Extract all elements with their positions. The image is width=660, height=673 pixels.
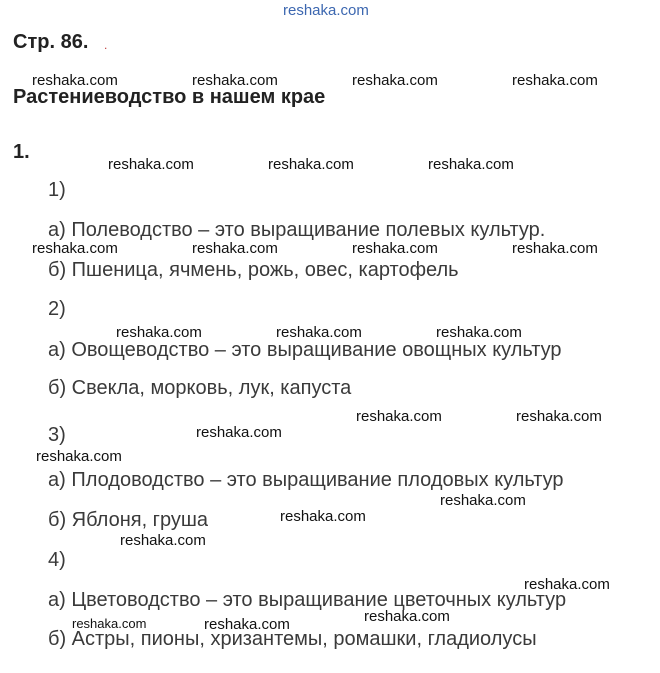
watermark: reshaka.com bbox=[516, 408, 602, 425]
answer-1b: б) Пшеница, ячмень, рожь, овес, картофель bbox=[48, 259, 459, 281]
item-number-4: 4) bbox=[48, 549, 66, 571]
watermark: reshaka.com bbox=[436, 324, 522, 341]
page-number: Стр. 86. bbox=[13, 31, 89, 53]
site-header-watermark: reshaka.com bbox=[283, 2, 369, 19]
answer-3b: б) Яблоня, груша bbox=[48, 509, 209, 531]
watermark: reshaka.com bbox=[428, 156, 514, 173]
answer-4a: а) Цветоводство – это выращивание цветочных культур bbox=[48, 589, 567, 611]
watermark: reshaka.com bbox=[32, 240, 118, 257]
answer-3a: а) Плодоводство – это выращивание плодовых культур bbox=[48, 469, 564, 491]
watermark: reshaka.com bbox=[72, 616, 147, 631]
watermark: reshaka.com bbox=[268, 156, 354, 173]
task-number: 1. bbox=[13, 141, 30, 163]
watermark: reshaka.com bbox=[356, 408, 442, 425]
watermark: reshaka.com bbox=[204, 616, 290, 633]
item-number-1: 1) bbox=[48, 179, 66, 201]
watermark: reshaka.com bbox=[364, 608, 450, 625]
watermark: reshaka.com bbox=[116, 324, 202, 341]
watermark: reshaka.com bbox=[352, 72, 438, 89]
watermark: reshaka.com bbox=[280, 508, 366, 525]
page-number-mark: . bbox=[104, 38, 108, 52]
answer-4b: б) Астры, пионы, хризантемы, ромашки, гладиолусы bbox=[48, 628, 537, 650]
item-number-3: 3) bbox=[48, 424, 66, 446]
watermark: reshaka.com bbox=[524, 576, 610, 593]
watermark: reshaka.com bbox=[196, 424, 282, 441]
watermark: reshaka.com bbox=[192, 240, 278, 257]
watermark: reshaka.com bbox=[352, 240, 438, 257]
watermark: reshaka.com bbox=[32, 72, 118, 89]
answer-1a: а) Полеводство – это выращивание полевых культур. bbox=[48, 219, 546, 241]
answer-2a: а) Овощеводство – это выращивание овощных культур bbox=[48, 339, 562, 361]
watermark: reshaka.com bbox=[120, 532, 206, 549]
watermark: reshaka.com bbox=[512, 72, 598, 89]
watermark: reshaka.com bbox=[440, 492, 526, 509]
item-number-2: 2) bbox=[48, 298, 66, 320]
section-title: Растениеводство в нашем крае bbox=[13, 86, 326, 108]
answer-2b: б) Свекла, морковь, лук, капуста bbox=[48, 377, 352, 399]
watermark: reshaka.com bbox=[108, 156, 194, 173]
watermark: reshaka.com bbox=[512, 240, 598, 257]
watermark: reshaka.com bbox=[192, 72, 278, 89]
watermark: reshaka.com bbox=[36, 448, 122, 465]
watermark: reshaka.com bbox=[276, 324, 362, 341]
